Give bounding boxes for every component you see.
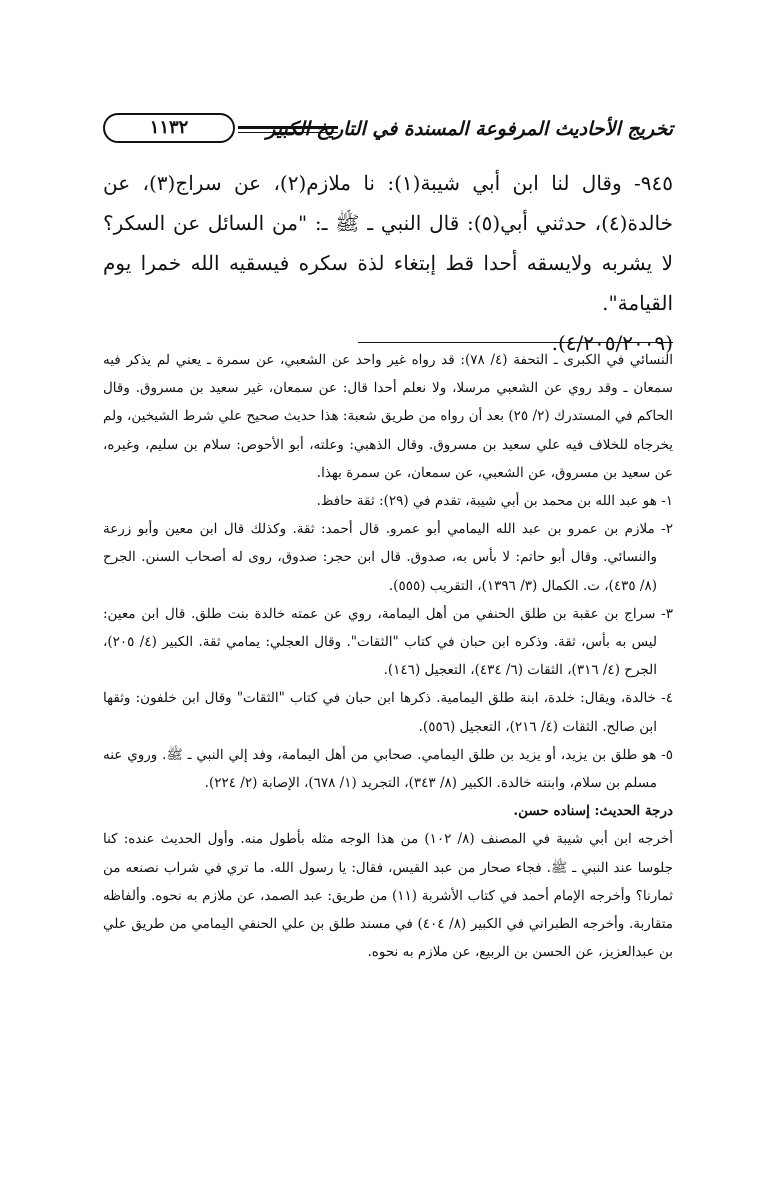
- footnote-continued: النسائي في الكبرى ـ التحفة (٤/ ٧٨): قد رواه غير واحد عن الشعبي، عن سمرة ـ يعني لم يذكر فيه سمعان ـ وقد روي عن الشعبي مرسلا، ولا نعلم أحدا قال: عن سمعان، غير سعيد بن مسروق. وقال الحاكم في المستدرك (٢/ ٢٥) بعد أن رواه من طريق شعبة: هذا حديث صحيح علي شرط الشيخين، ولم يخرجاه للخلاف فيه علي سعيد بن مسروق. وقال الذهبي: وعلته، أبو الأحوص: سلام بن سليم، وغيره، عن سعيد بن مسروق، عن الشعبي، عن سمعان، عن سمرة بهذا.: [103, 352, 674, 481]
- footnotes: [103, 346, 673, 966]
- hadith-text: ٩٤٥- وقال لنا ابن أبي شيبة(١): نا ملازم(٢)، عن سراج(٣)، عن خالدة(٤)، حدثني أبي(٥): قال النبي ـ ﷺ ـ: "من السائل عن السكر؟ لا يشربه ولايسقه أحدا قط إبتغاء لذة سكره فيسقيه الله خمرا يوم القيامة".: [103, 171, 674, 315]
- footnote-5: ٥- هو طلق بن يزيد، أو يزيد بن طلق اليمامي. صحابي من أهل اليمامة، وفد إلي النبي ـ ﷺ. وروي عنه مسلم بن سلام، وابنته خالدة. الكبير (٨/ ٣٤٣)، التجريد (١/ ٦٧٨)، الإصابة (٢/ ٢٢٤).: [103, 746, 673, 792]
- book-title: تخريج الأحاديث المرفوعة المسندة في التاريخ الكبير: [266, 118, 673, 140]
- footnote-3: ٣- سراج بن عقبة بن طلق الحنفي من أهل اليمامة، روي عن عمته خالدة بنت طلق. قال ابن معين: ليس به بأس، ثقة. وذكره ابن حبان في كتاب "الثقات". وقال العجلي: يمامي ثقة. الكبير (٤/ ٢٠٥)، الجرح (٤/ ٣١٦)، الثقات (٦/ ٤٣٤)، التعجيل (١٤٦).: [103, 605, 673, 679]
- page-number: ١١٣٢: [103, 113, 235, 143]
- footnote-separator: [358, 342, 673, 343]
- header-rule: [238, 126, 338, 129]
- footnote-4: ٤- خالدة، ويقال: خلدة، ابنة طلق اليمامية. ذكرها ابن حبان في كتاب "الثقات" وقال ابن خلفون: وثقها ابن صالح. الثقات (٤/ ٢١٦)، التعجيل (٥٥٦).: [103, 690, 673, 735]
- running-header: [103, 112, 673, 148]
- takhrij-paragraph: أخرجه ابن أبي شيبة في المصنف (٨/ ١٠٢) من هذا الوجه مثله بأطول منه. وأول الحديث عنده: كنا جلوسا عند النبي ـ ﷺ. فجاء صحار من عبد القيس، فقال: يا رسول الله. ما تري في شراب نصنعه من ثمارنا؟ وأخرجه الإمام أحمد في كتاب الأشربة (١١) من طريق: عبد الصمد، عن ملازم به نحوه. وألفاظه متقاربة. وأخرجه الطبراني في الكبير (٨/ ٤٠٤) في مسند طلق بن علي الحنفي اليمامي من طريق علي بن عبدالعزيز، عن الحسن بن الربيع، عن ملازم به نحوه.: [103, 831, 674, 961]
- hadith-reference: (٤/٢٠٥/٢٠٠٩).: [551, 331, 673, 355]
- hadith-text-block: [103, 163, 673, 363]
- footnote-2: ٢- ملازم بن عمرو بن عبد الله اليمامي أبو عمرو. قال أحمد: ثقة. وكذلك قال ابن معين وأبو زرعة والنسائي. وقال أبو حاتم: لا بأس به، صدوق. قال ابن حجر: صدوق، روى له أصحاب السنن. الجرح (٨/ ٤٣٥)، ت. الكمال (٣/ ١٣٩٦)، التقريب (٥٥٥).: [103, 521, 673, 594]
- hadith-grade: درجة الحديث: إسناده حسن.: [513, 803, 673, 820]
- footnote-1: ١- هو عبد الله بن محمد بن أبي شيبة، تقدم في (٢٩): ثقة حافظ.: [316, 493, 673, 510]
